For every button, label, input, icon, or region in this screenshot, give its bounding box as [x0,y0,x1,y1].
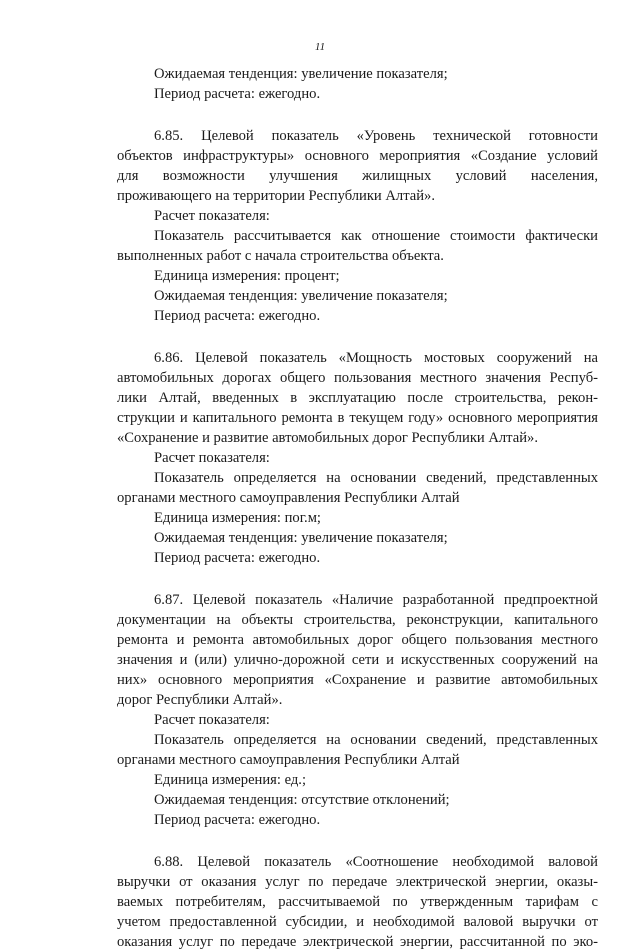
document-body [117,64,598,952]
text-line: автомобильных дорогах общего пользования местного значения Респуб- [117,370,598,386]
text-line: Единица измерения: ед.; [154,772,307,788]
text-line: Ожидаемая тенденция: отсутствие отклонений; [154,792,450,808]
text-line: Ожидаемая тенденция: увеличение показателя; [154,66,448,82]
text-line: выполненных работ с начала строительства объекта. [117,248,444,264]
text-line: документации на объекты строительства, реконструкции, капитального [117,612,598,628]
text-line: органами местного самоуправления Республики Алтай [117,490,460,506]
text-line: 6.87. Целевой показатель «Наличие разработанной предпроектной [154,592,598,608]
text-line: Период расчета: ежегодно. [154,812,321,828]
text-line: 6.85. Целевой показатель «Уровень технической готовности [154,128,598,144]
text-line: проживающего на территории Республики Алтай». [117,188,436,204]
text-line: Показатель определяется на основании сведений, представленных [154,732,598,748]
text-line: струкции и капитального ремонта в текущем году» основного мероприятия [117,410,598,426]
text-line: ремонта и ремонта автомобильных дорог общего пользования местного [117,632,598,648]
text-line: объектов инфраструктуры» основного мероприятия «Создание условий [117,148,598,164]
paragraph-gap [117,326,598,348]
page-number: 11 [314,41,326,53]
text-line: них» основного мероприятия «Сохранение и развитие автомобильных [117,672,598,688]
text-line: Единица измерения: процент; [154,268,340,284]
text-line: Ожидаемая тенденция: увеличение показателя; [154,288,448,304]
text-line: учетом предоставленной субсидии, и необходимой валовой выручки от [117,914,598,930]
text-line: «Сохранение и развитие автомобильных дорог Республики Алтай». [117,430,538,446]
paragraph-gap [117,568,598,590]
text-line: Период расчета: ежегодно. [154,308,321,324]
text-line: дорог Республики Алтай». [117,692,283,708]
text-line: Расчет показателя: [154,450,270,466]
text-line: Период расчета: ежегодно. [154,86,321,102]
text-line: значения и (или) улично-дорожной сети и искусственных сооружений на [117,652,598,668]
text-line: Ожидаемая тенденция: увеличение показателя; [154,530,448,546]
text-line: Показатель рассчитывается как отношение стоимости фактически [154,228,598,244]
text-line: ваемых потребителям, рассчитываемой по утвержденным тарифам с [117,894,598,910]
text-line: Расчет показателя: [154,208,270,224]
text-line: Показатель определяется на основании сведений, представленных [154,470,598,486]
paragraph-gap [117,104,598,126]
text-line: Расчет показателя: [154,712,270,728]
text-line: выручки от оказания услуг по передаче электрической энергии, оказы- [117,874,598,890]
text-line: для возможности улучшения жилищных условий населения, [117,168,598,184]
text-line: органами местного самоуправления Республики Алтай [117,752,460,768]
text-line: Единица измерения: пог.м; [154,510,321,526]
text-line: Период расчета: ежегодно. [154,550,321,566]
paragraph-gap [117,830,598,852]
text-line: 6.86. Целевой показатель «Мощность мостовых сооружений на [154,350,598,366]
text-line: лики Алтай, введенных в эксплуатацию после строительства, рекон- [117,390,598,406]
text-line: оказания услуг по передаче электрической энергии, рассчитанной по эко- [117,934,598,950]
text-line: 6.88. Целевой показатель «Соотношение необходимой валовой [154,854,598,870]
